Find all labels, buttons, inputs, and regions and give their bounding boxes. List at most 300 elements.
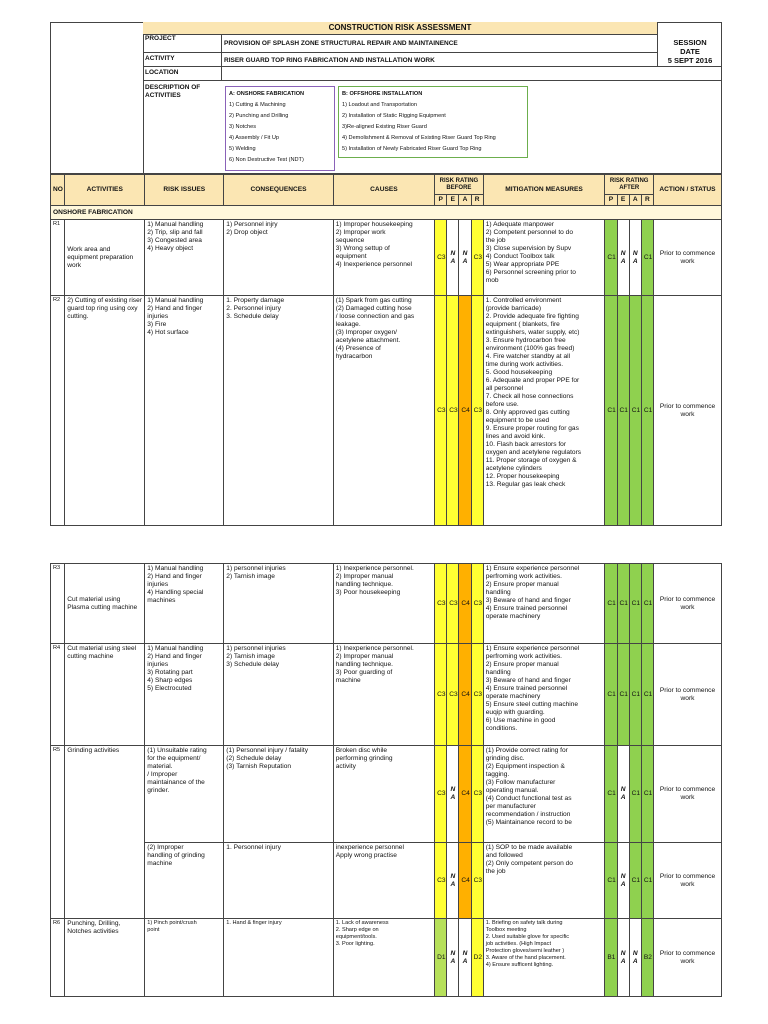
row-causes	[333, 746, 434, 843]
row-status: Prior to commence work	[653, 644, 721, 746]
cause-line: 1) Inexperience personnel.	[335, 645, 414, 652]
description-label: DESCRIPTION OF ACTIVITIES	[145, 84, 201, 99]
offshore-title: B: OFFSHORE INSTALLATION	[342, 91, 423, 97]
rating-e-before: N A	[447, 919, 459, 997]
row-no: R1	[51, 220, 65, 296]
risk-line: 3) Fire	[147, 321, 167, 328]
rating-r-after: C1	[641, 220, 653, 296]
row-consequences	[224, 220, 333, 296]
mitigation-line: 8. Only approved gas cutting	[485, 409, 570, 416]
onshore-title: A: ONSHORE FABRICATION	[229, 91, 305, 97]
mitigation-line: (2) Equipment inspection &	[485, 763, 565, 770]
session-date: 5 SEPT 2016	[667, 56, 713, 65]
cause-line: 3) Wrong settup of	[335, 245, 390, 252]
mitigation-line: handling	[485, 669, 511, 676]
risk-line: / Improper	[147, 771, 178, 778]
mitigation-line: operate machinery	[485, 693, 541, 700]
cause-line: inexperience personnel	[335, 844, 404, 851]
risk-table-page2	[50, 563, 722, 997]
risk-line: 3) Rotating part	[147, 669, 193, 676]
rating-a-before: C4	[459, 843, 471, 919]
rating-p-after: C1	[605, 220, 617, 296]
mitigation-line: (2) Only competent person do	[485, 860, 573, 867]
mitigation-line: (1) SOP to be made available	[485, 844, 573, 851]
row-risks	[145, 220, 224, 296]
rating-r-after: C1	[641, 296, 653, 526]
cause-line: (1) Spark from gas cutting	[335, 297, 412, 304]
row-risks	[145, 644, 224, 746]
mitigation-line: 4) Ensure trained personnel	[485, 685, 568, 692]
offshore-item: 2) Installation of Static Rigging Equipment	[342, 113, 446, 119]
risk-line: 2) Hand and finger	[147, 305, 202, 312]
cause-line: 1) Improper housekeeping	[335, 221, 413, 228]
cause-line: machine	[335, 677, 361, 684]
rating-e-after: N A	[617, 919, 629, 997]
onshore-item: 2) Punching and Drilling	[229, 113, 289, 119]
offshore-item: 4) Demolishment & Removal of Existing Riser Guard Top Ring	[342, 135, 496, 141]
risk-line: machine	[147, 860, 173, 867]
rating-a-before: N A	[459, 919, 471, 997]
rating-e-before: C3	[447, 564, 459, 644]
rating-r-before: C3	[471, 564, 483, 644]
cause-line: 3) Poor guarding of	[335, 669, 393, 676]
rating-e-after: C1	[617, 644, 629, 746]
risk-line: 1) Manual handling	[147, 645, 204, 652]
mitigation-line: 1) Ensure experience personnel	[485, 645, 580, 652]
cause-line: 1) Inexperience personnel.	[335, 565, 414, 572]
col-a: A	[459, 195, 471, 206]
offshore-list	[342, 89, 526, 155]
mitigation-line: (4) Conduct functional test as	[485, 795, 572, 802]
mitigation-line: (1) Provide correct rating for	[485, 747, 568, 754]
mitigation-line: time during work activities.	[485, 361, 564, 368]
mitigation-line: 9. Ensure proper routing for gas	[485, 425, 579, 432]
mitigation-line: grinding disc.	[485, 755, 525, 762]
risk-line: (1) Unsuitable rating	[147, 747, 207, 754]
consequence-line: 2) Tarnish image	[226, 653, 275, 660]
mitigation-line: (5) Maintainance record to be	[485, 819, 572, 826]
header-left-blank	[50, 22, 144, 174]
rating-p-before: D1	[435, 919, 447, 997]
row-activity: Punching, Drilling, Notches activities	[65, 919, 145, 997]
cause-line: (4) Presence of	[335, 345, 381, 352]
cause-line: 2) Improper manual	[335, 573, 394, 580]
consequence-line: 1. Personnel injury	[226, 844, 281, 851]
risk-line: maintainance of the	[147, 779, 205, 786]
onshore-item: 6) Non Destructive Test (NDT)	[229, 157, 304, 163]
onshore-list	[229, 89, 333, 166]
cause-line: performing grinding	[335, 755, 393, 762]
mitigation-line: Protection gloves/semi leather )	[485, 948, 565, 954]
mitigation-line: (3) Follow manufacturer	[485, 779, 556, 786]
col-risk-issues: RISK ISSUES	[145, 175, 224, 206]
project-value: PROVISION OF SPLASH ZONE STRUCTURAL REPAIR AND MAINTAINENCE	[224, 40, 458, 47]
cause-line: sequence	[335, 237, 365, 244]
risk-table-page1	[50, 174, 722, 526]
rating-r-before: D2	[471, 919, 483, 997]
row-activity: Work area and equipment preparation work	[65, 220, 145, 296]
mitigation-line: all personnel	[485, 385, 524, 392]
row-status: Prior to commence work	[653, 843, 721, 919]
mitigation-line: equipment ( blankets, fire	[485, 321, 560, 328]
col-no: NO	[51, 175, 65, 206]
col-before: RISK RATING BEFORE	[435, 175, 484, 195]
row-activity: Cut material using Plasma cutting machine	[65, 564, 145, 644]
rating-r-before: C3	[471, 843, 483, 919]
consequence-line: 3. Schedule delay	[226, 313, 279, 320]
header-divider	[143, 80, 722, 81]
table-row	[51, 644, 722, 746]
mitigation-line: 6) Use machine in good	[485, 717, 556, 724]
col-causes: CAUSES	[333, 175, 434, 206]
mitigation-line: recommendation / instruction	[485, 811, 571, 818]
mitigation-line: 2. Used suitable glove for specific	[485, 934, 570, 940]
risk-line: injuries	[147, 581, 169, 588]
rating-p-before: C3	[435, 746, 447, 843]
rating-a-before: C4	[459, 746, 471, 843]
col-a: A	[629, 195, 641, 206]
col-r: R	[471, 195, 483, 206]
row-activity: 2) Cutting of existing riser guard top ring using oxy cutting.	[65, 296, 145, 526]
row-mitigation	[483, 919, 605, 997]
cause-line: 2) Improper manual	[335, 653, 394, 660]
col-mitigation: MITIGATION MEASURES	[483, 175, 605, 206]
rating-p-after: C1	[605, 644, 617, 746]
onshore-item: 5) Welding	[229, 146, 256, 152]
consequence-line: 2. Personnel injury	[226, 305, 281, 312]
rating-a-after: C1	[629, 296, 641, 526]
rating-e-before: N A	[447, 843, 459, 919]
mitigation-line: perfroming work activities.	[485, 573, 562, 580]
mitigation-line: operating manual.	[485, 787, 539, 794]
cause-line: 2. Sharp edge on	[335, 927, 379, 933]
mitigation-line: 10. Flash back arrestors for	[485, 441, 567, 448]
consequence-line: 2) Tarnish image	[226, 573, 275, 580]
risk-line: 1) Manual handling	[147, 297, 204, 304]
consequence-line: (2) Schedule delay	[226, 755, 282, 762]
row-consequences	[224, 843, 333, 919]
row-consequences	[224, 746, 333, 843]
rating-r-after: B2	[641, 919, 653, 997]
mitigation-line: 11. Proper storage of oxygen &	[485, 457, 577, 464]
mitigation-line: handling	[485, 589, 511, 596]
mitigation-line: 1. Briefing on safety talk during	[485, 920, 563, 926]
row-causes	[333, 220, 434, 296]
risk-line: 1) Pinch point/crush	[147, 920, 197, 926]
offshore-item: 3)Re-aligned Existing Riser Guard	[342, 124, 427, 130]
consequence-line: (3) Tarnish Reputation	[226, 763, 292, 770]
row-mitigation	[483, 564, 605, 644]
risk-line: injuries	[147, 313, 169, 320]
mitigation-line: 3. Ensure hydrocarbon free	[485, 337, 566, 344]
cause-line: (3) Improper oxygen/	[335, 329, 397, 336]
mitigation-line: mob	[485, 277, 499, 284]
cause-line: acetylene attachment.	[335, 337, 401, 344]
mitigation-line: 7. Check all hose connections	[485, 393, 574, 400]
mitigation-line: 4) Conduct Toolbox talk	[485, 253, 555, 260]
rating-p-after: C1	[605, 564, 617, 644]
cause-line: 3. Poor lighting.	[335, 941, 375, 947]
risk-line: 2) Trip, slip and fall	[147, 229, 203, 236]
risk-line: 3) Congested area	[147, 237, 202, 244]
consequence-line: 2) Drop object	[226, 229, 268, 236]
onshore-item: 1) Cutting & Machining	[229, 102, 286, 108]
mitigation-line: conditions.	[485, 725, 518, 732]
rating-p-after: C1	[605, 843, 617, 919]
rating-p-before: C3	[435, 564, 447, 644]
risk-line: 4) Heavy object	[147, 245, 194, 252]
rating-e-before: N A	[447, 746, 459, 843]
mitigation-line: the job	[485, 868, 506, 875]
row-causes	[333, 919, 434, 997]
mitigation-line: 13. Regular gas leak check	[485, 481, 566, 488]
cause-line: 2) Improper work	[335, 229, 386, 236]
col-r: R	[641, 195, 653, 206]
header-vline	[221, 34, 222, 80]
consequence-line: 1. Property damage	[226, 297, 285, 304]
table-row	[51, 564, 722, 644]
row-no: R4	[51, 644, 65, 746]
mitigation-line: 2) Ensure proper manual	[485, 661, 559, 668]
rating-e-after: C1	[617, 296, 629, 526]
rating-p-before: C3	[435, 644, 447, 746]
row-status: Prior to commence work	[653, 564, 721, 644]
mitigation-line: 5. Good housekeeping	[485, 369, 553, 376]
rating-r-before: C3	[471, 220, 483, 296]
cause-line: / loose connection and gas	[335, 313, 415, 320]
rating-p-after: C1	[605, 746, 617, 843]
mitigation-line: 5) Wear appropriate PPE	[485, 261, 560, 268]
mitigation-line: 6) Personnel screening prior to	[485, 269, 576, 276]
risk-line: 1) Manual handling	[147, 221, 204, 228]
mitigation-line: 2) Ensure proper manual	[485, 581, 559, 588]
row-mitigation	[483, 644, 605, 746]
rating-r-after: C1	[641, 564, 653, 644]
rating-a-after: C1	[629, 843, 641, 919]
row-status: Prior to commence work	[654, 296, 722, 526]
consequence-line: 1) personnel injuries	[226, 565, 286, 572]
risk-line: 2) Hand and finger	[147, 653, 202, 660]
table-row	[51, 843, 722, 919]
mitigation-line: 4) Ensure trained personnel	[485, 605, 568, 612]
cause-line: handling technique.	[335, 661, 393, 668]
rating-p-before: C3	[435, 843, 447, 919]
row-risks	[145, 919, 224, 997]
row-mitigation	[483, 843, 605, 919]
row-no: R2	[51, 296, 65, 526]
mitigation-line: 5) Ensure steel cutting machine	[485, 701, 579, 708]
mitigation-line: job activities. (High Impact	[485, 941, 552, 947]
mitigation-line: Toolbox meeting	[485, 927, 527, 933]
row-status: Prior to commence work	[653, 746, 721, 843]
mitigation-line: before use.	[485, 401, 519, 408]
col-p: P	[605, 195, 617, 206]
consequence-line: 1) Personnel injry	[226, 221, 278, 228]
mitigation-line: tagging.	[485, 771, 510, 778]
location-label: LOCATION	[145, 69, 179, 76]
row-risks	[145, 843, 224, 919]
row-risks	[145, 746, 224, 843]
activity-value: RISER GUARD TOP RING FABRICATION AND INSTALLATION WORK	[224, 57, 435, 64]
risk-line: material.	[147, 763, 173, 770]
rating-e-before: C3	[447, 296, 459, 526]
risk-line: (2) Improper	[147, 844, 184, 851]
rating-r-before: C3	[471, 296, 483, 526]
mitigation-line: acetylene cylinders	[485, 465, 542, 472]
risk-line: 2) Hand and finger	[147, 573, 202, 580]
mitigation-line: 1. Controlled environment	[485, 297, 562, 304]
mitigation-line: 3. Aware of the hand placement.	[485, 955, 566, 961]
rating-a-after: N A	[629, 220, 641, 296]
col-activities: ACTIVITIES	[65, 175, 145, 206]
rating-r-after: C1	[641, 644, 653, 746]
row-status: Prior to commence work	[653, 919, 721, 997]
consequence-line: 1. Hand & finger injury	[226, 920, 282, 926]
section-onshore: ONSHORE FABRICATION	[51, 206, 722, 220]
table-row	[51, 296, 722, 526]
activity-label: ACTIVITY	[145, 55, 175, 62]
cause-line: 1. Lack of awareness	[335, 920, 389, 926]
mitigation-line: 3) Close supervision by Supv	[485, 245, 572, 252]
rating-a-before: C4	[459, 564, 471, 644]
rating-a-after: N A	[629, 919, 641, 997]
project-label: PROJECT	[145, 35, 176, 42]
row-consequences	[224, 564, 333, 644]
mitigation-line: 3) Beware of hand and finger	[485, 597, 571, 604]
row-activity: Cut material using steel cutting machine	[65, 644, 145, 746]
mitigation-line: 12. Proper housekeeping	[485, 473, 560, 480]
rating-e-after: N A	[617, 843, 629, 919]
table-row	[51, 220, 722, 296]
mitigation-line: perfroming work activities.	[485, 653, 562, 660]
rating-p-before: C3	[435, 296, 447, 526]
risk-line: point	[147, 927, 160, 933]
table-row	[51, 746, 722, 843]
mitigation-line: euqip with guarding.	[485, 709, 545, 716]
session-label-2: DATE	[680, 47, 700, 56]
rating-r-after: C1	[641, 746, 653, 843]
rating-a-after: C1	[629, 746, 641, 843]
rating-e-before: N A	[447, 220, 459, 296]
risk-line: machines	[147, 597, 176, 604]
rating-a-after: C1	[629, 644, 641, 746]
mitigation-line: 1) Adequate manpower	[485, 221, 554, 228]
row-no: R5	[51, 746, 65, 919]
cause-line: equipment	[335, 253, 367, 260]
mitigation-line: (provide barricade)	[485, 305, 542, 312]
col-p: P	[435, 195, 447, 206]
mitigation-line: environment (100% gas freed)	[485, 345, 575, 352]
rating-a-before: C4	[459, 296, 471, 526]
onshore-item: 4) Assembly / Fit Up	[229, 135, 280, 141]
cause-line: 3) Poor housekeeping	[335, 589, 401, 596]
session-label	[658, 38, 722, 65]
mitigation-line: the job	[485, 237, 506, 244]
risk-line: 4) Hot surface	[147, 329, 189, 336]
row-risks	[145, 564, 224, 644]
cause-line: handling technique.	[335, 581, 393, 588]
consequence-line: 3) Schedule delay	[226, 661, 280, 668]
mitigation-line: per manufacturer	[485, 803, 536, 810]
risk-line: 1) Manual handling	[147, 565, 204, 572]
rating-e-after: N A	[617, 746, 629, 843]
mitigation-line: lines and avoid kink.	[485, 433, 546, 440]
risk-line: 5) Electrocuted	[147, 685, 192, 692]
mitigation-line: operate machinery	[485, 613, 541, 620]
mitigation-line: 3) Beware of hand and finger	[485, 677, 571, 684]
col-e: E	[447, 195, 459, 206]
mitigation-line: and followed	[485, 852, 523, 859]
session-label-1: SESSION	[673, 38, 707, 47]
header-divider	[143, 66, 722, 67]
cause-line: (2) Damaged cutting hose	[335, 305, 412, 312]
row-causes	[333, 564, 434, 644]
table-row	[51, 919, 722, 997]
row-consequences	[224, 919, 333, 997]
rating-e-after: C1	[617, 564, 629, 644]
row-no: R3	[51, 564, 65, 644]
mitigation-line: 6. Adequate and proper PPE for	[485, 377, 580, 384]
mitigation-line: 2) Competent personnel to do	[485, 229, 574, 236]
row-causes	[333, 296, 434, 526]
onshore-item: 3) Notches	[229, 124, 257, 130]
mitigation-line: 1) Ensure experience personnel	[485, 565, 580, 572]
mitigation-line: 4) Ensure sufficent lighting.	[485, 962, 554, 968]
rating-e-before: C3	[447, 644, 459, 746]
cause-line: Apply wrong practise	[335, 852, 397, 859]
mitigation-line: equipment to be used	[485, 417, 550, 424]
mitigation-line: extinguishers, water supply, etc)	[485, 329, 580, 336]
row-risks	[145, 296, 224, 526]
rating-r-before: C3	[471, 746, 483, 843]
rating-e-after: N A	[617, 220, 629, 296]
row-causes	[333, 843, 434, 919]
risk-line: injuries	[147, 661, 169, 668]
row-activity: Grinding activities	[65, 746, 145, 919]
rating-a-after: C1	[629, 564, 641, 644]
rating-p-after: B1	[605, 919, 617, 997]
row-consequences	[224, 644, 333, 746]
risk-line: for the equipment/	[147, 755, 201, 762]
cause-line: activity	[335, 763, 356, 770]
col-after: RISK RATING AFTER	[605, 175, 654, 195]
cause-line: equipment/tools.	[335, 934, 377, 940]
consequence-line: 1) personnel injuries	[226, 645, 286, 652]
col-e: E	[617, 195, 629, 206]
cause-line: Broken disc while	[335, 747, 388, 754]
row-no: R6	[51, 919, 65, 997]
rating-p-before: C3	[435, 220, 447, 296]
rating-r-after: C1	[641, 843, 653, 919]
row-status: Prior to commence work	[654, 220, 722, 296]
offshore-item: 1) Loadout and Transportation	[342, 102, 417, 108]
col-action: ACTION / STATUS	[654, 175, 722, 206]
risk-line: 4) Handling special	[147, 589, 204, 596]
risk-line: grinder.	[147, 787, 170, 794]
cause-line: hydracarbon	[335, 353, 373, 360]
risk-line: 4) Sharp edges	[147, 677, 193, 684]
assessment-title: CONSTRUCTION RISK ASSESSMENT	[143, 22, 657, 35]
cause-line: leakage.	[335, 321, 361, 328]
row-mitigation	[483, 746, 605, 843]
rating-p-after: C1	[605, 296, 617, 526]
row-mitigation	[483, 296, 605, 526]
row-consequences	[224, 296, 333, 526]
col-consequences: CONSEQUENCES	[224, 175, 333, 206]
mitigation-line: oxygen and acetylene regulators	[485, 449, 582, 456]
risk-line: handling of grinding	[147, 852, 205, 859]
row-mitigation	[483, 220, 605, 296]
